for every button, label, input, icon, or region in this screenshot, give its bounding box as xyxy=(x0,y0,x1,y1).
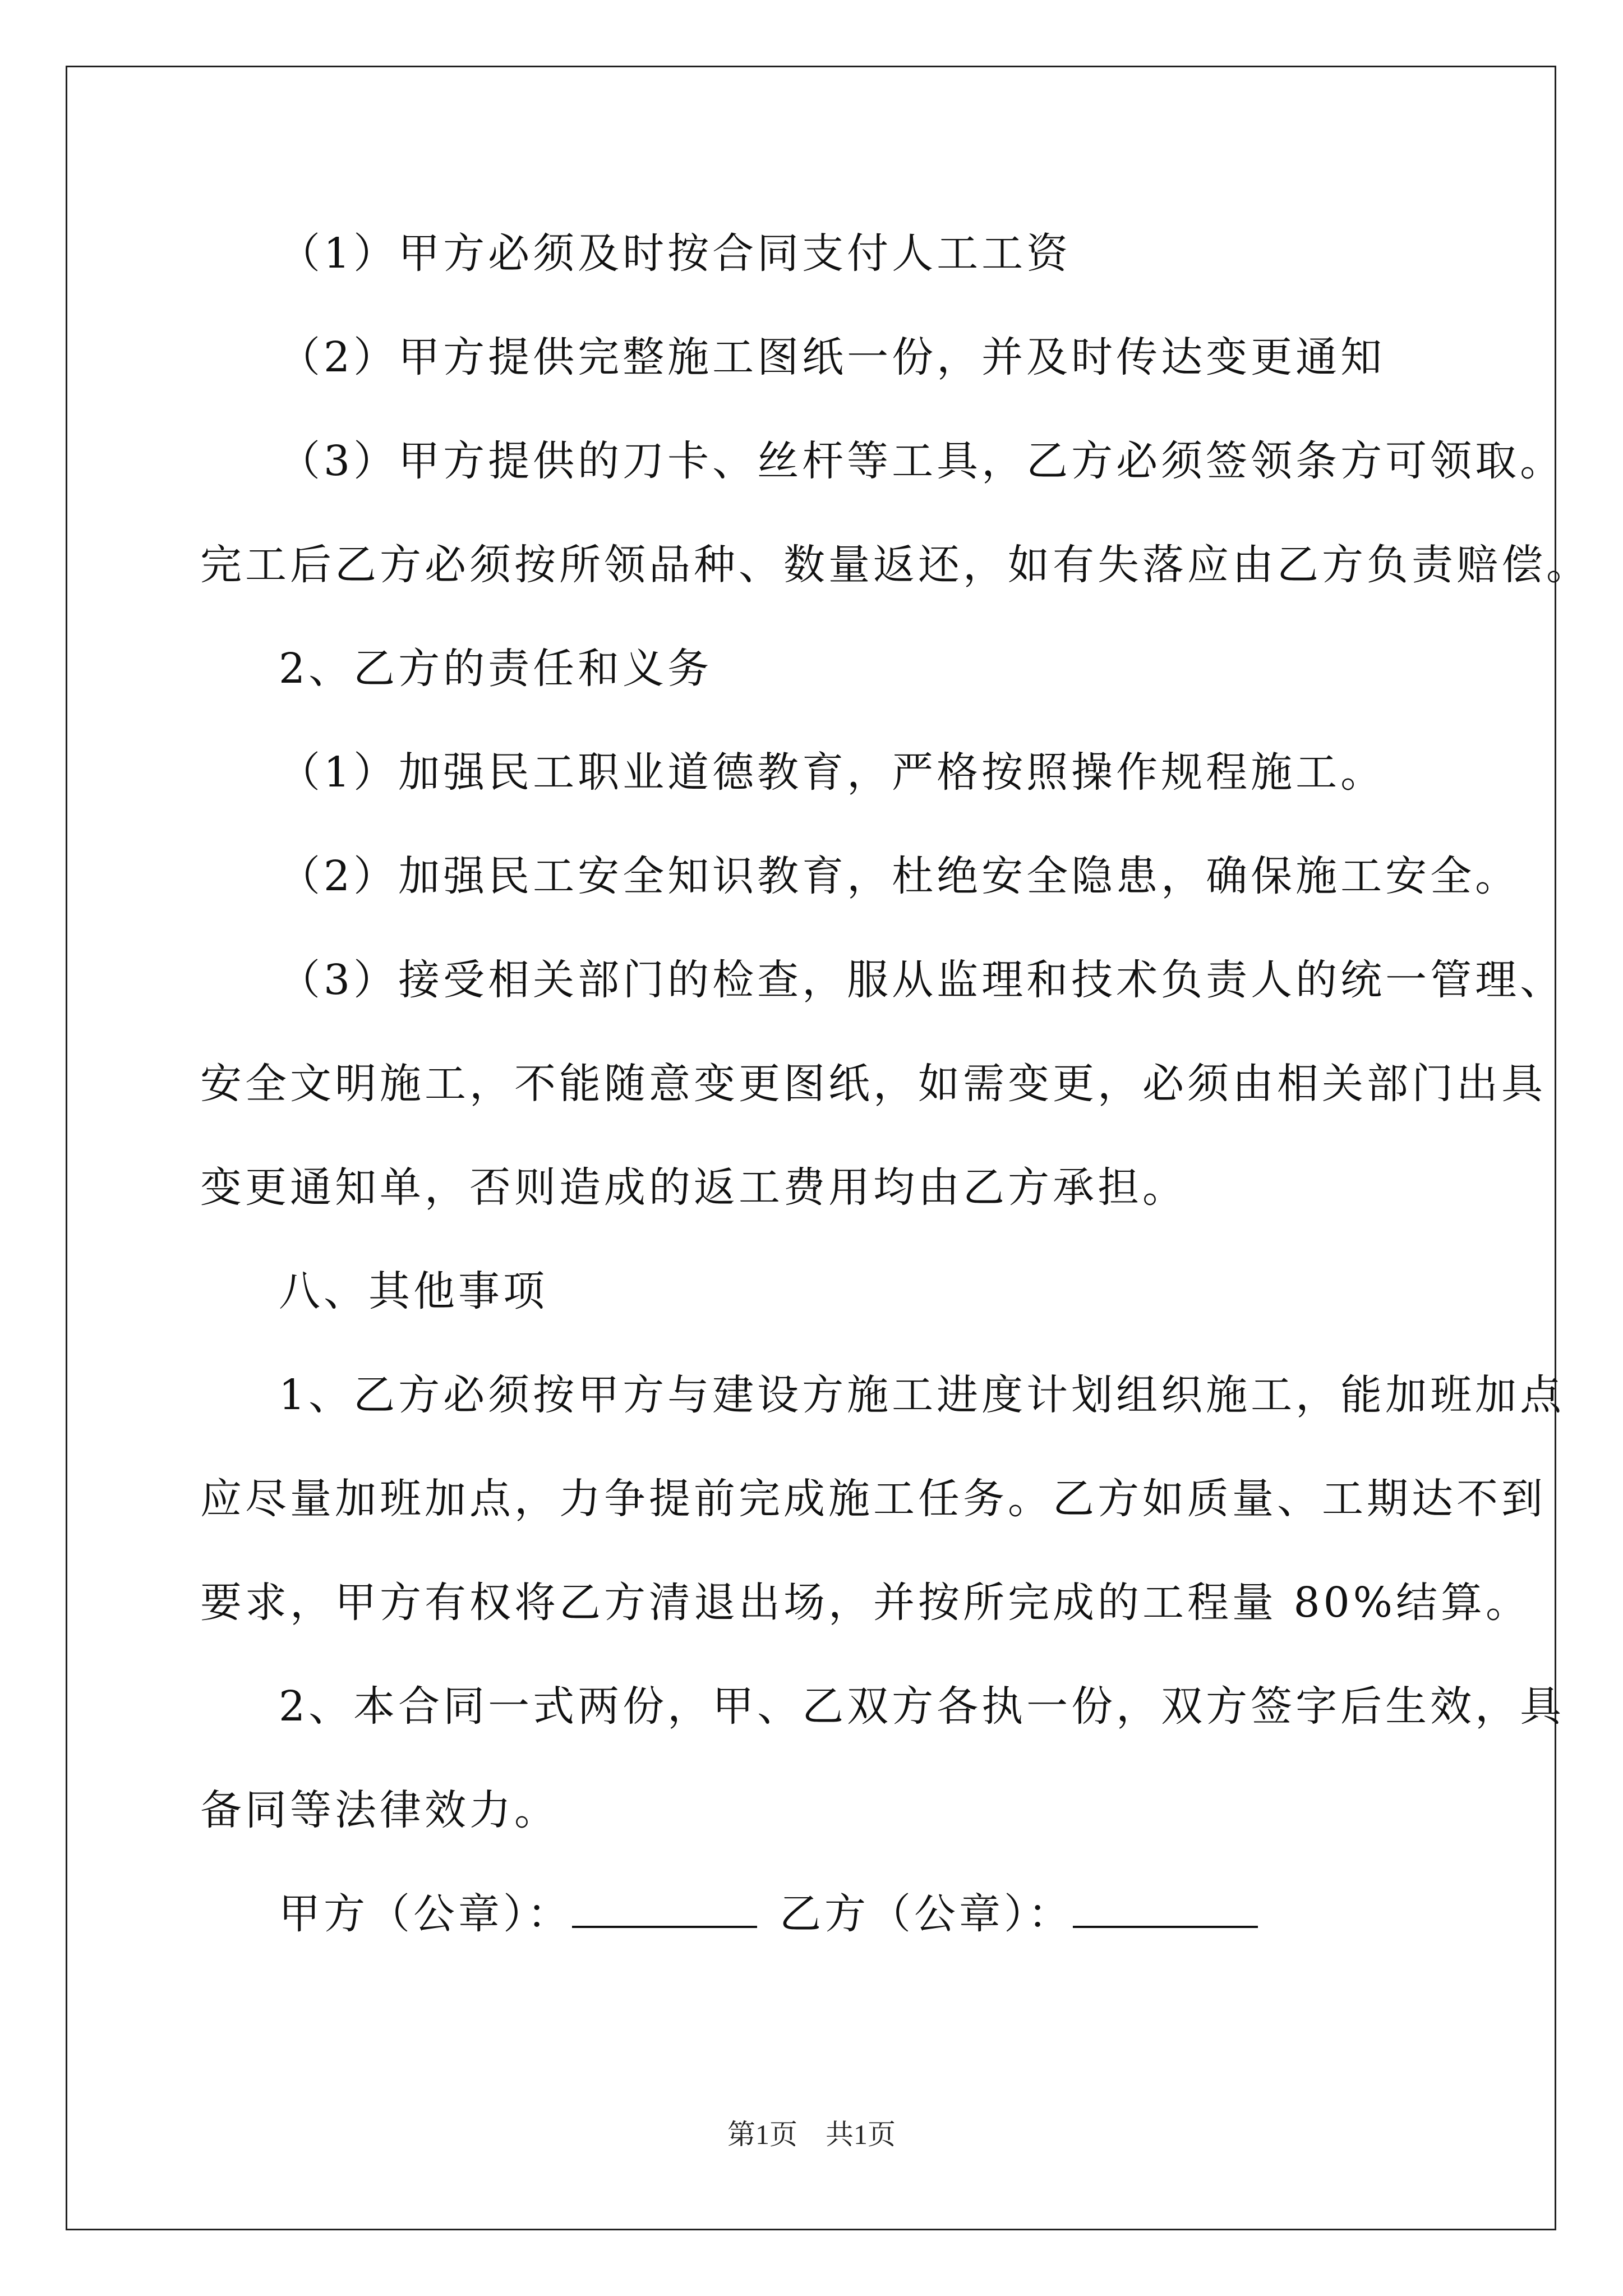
paragraph-line: （1）甲方必须及时按合同支付人工工资 xyxy=(279,229,1072,278)
party-a-label: 甲方（公章）： xyxy=(279,1890,572,1938)
paragraph-line: 备同等法律效力。 xyxy=(200,1786,559,1834)
paragraph-line: 变更通知单，否则造成的返工费用均由乙方承担。 xyxy=(200,1163,1187,1212)
party-b-label: 乙方（公章）： xyxy=(780,1890,1073,1938)
paragraph-line: 应尽量加班加点，力争提前完成施工任务。乙方如质量、工期达不到 xyxy=(200,1475,1546,1523)
section-heading: 2、乙方的责任和义务 xyxy=(279,645,713,693)
page-number-total: 共1页 xyxy=(826,2119,896,2150)
paragraph-line: 2、本合同一式两份，甲、乙双方各执一份，双方签字后生效，具 xyxy=(279,1682,1565,1731)
paragraph-line: （1）加强民工职业道德教育，严格按照操作规程施工。 xyxy=(279,748,1386,797)
paragraph-line: 安全文明施工，不能随意变更图纸，如需变更，必须由相关部门出具 xyxy=(200,1060,1546,1108)
party-b-signature-blank xyxy=(1073,1887,1258,1928)
section-heading: 八、其他事项 xyxy=(279,1267,548,1315)
paragraph-line: （2）加强民工安全知识教育，杜绝安全隐患，确保施工安全。 xyxy=(279,852,1520,900)
paragraph-line: 完工后乙方必须按所领品种、数量返还，如有失落应由乙方负责赔偿。 xyxy=(200,541,1591,589)
party-a-signature-blank xyxy=(572,1887,757,1928)
signature-line xyxy=(200,1862,1434,1966)
page-number-current: 第1页 xyxy=(727,2119,797,2150)
paragraph-line: （3）接受相关部门的检查，服从监理和技术负责人的统一管理、 xyxy=(279,956,1565,1004)
page-footer xyxy=(0,2112,1623,2152)
paragraph-line: 1、乙方必须按甲方与建设方施工进度计划组织施工，能加班加点 xyxy=(279,1371,1565,1419)
paragraph-line: （2）甲方提供完整施工图纸一份，并及时传达变更通知 xyxy=(279,333,1386,381)
document-body xyxy=(200,202,1591,1966)
paragraph-line: （3）甲方提供的刀卡、丝杆等工具，乙方必须签领条方可领取。 xyxy=(279,437,1565,485)
paragraph-line: 要求，甲方有权将乙方清退出场，并按所完成的工程量 80%结算。 xyxy=(200,1579,1530,1627)
